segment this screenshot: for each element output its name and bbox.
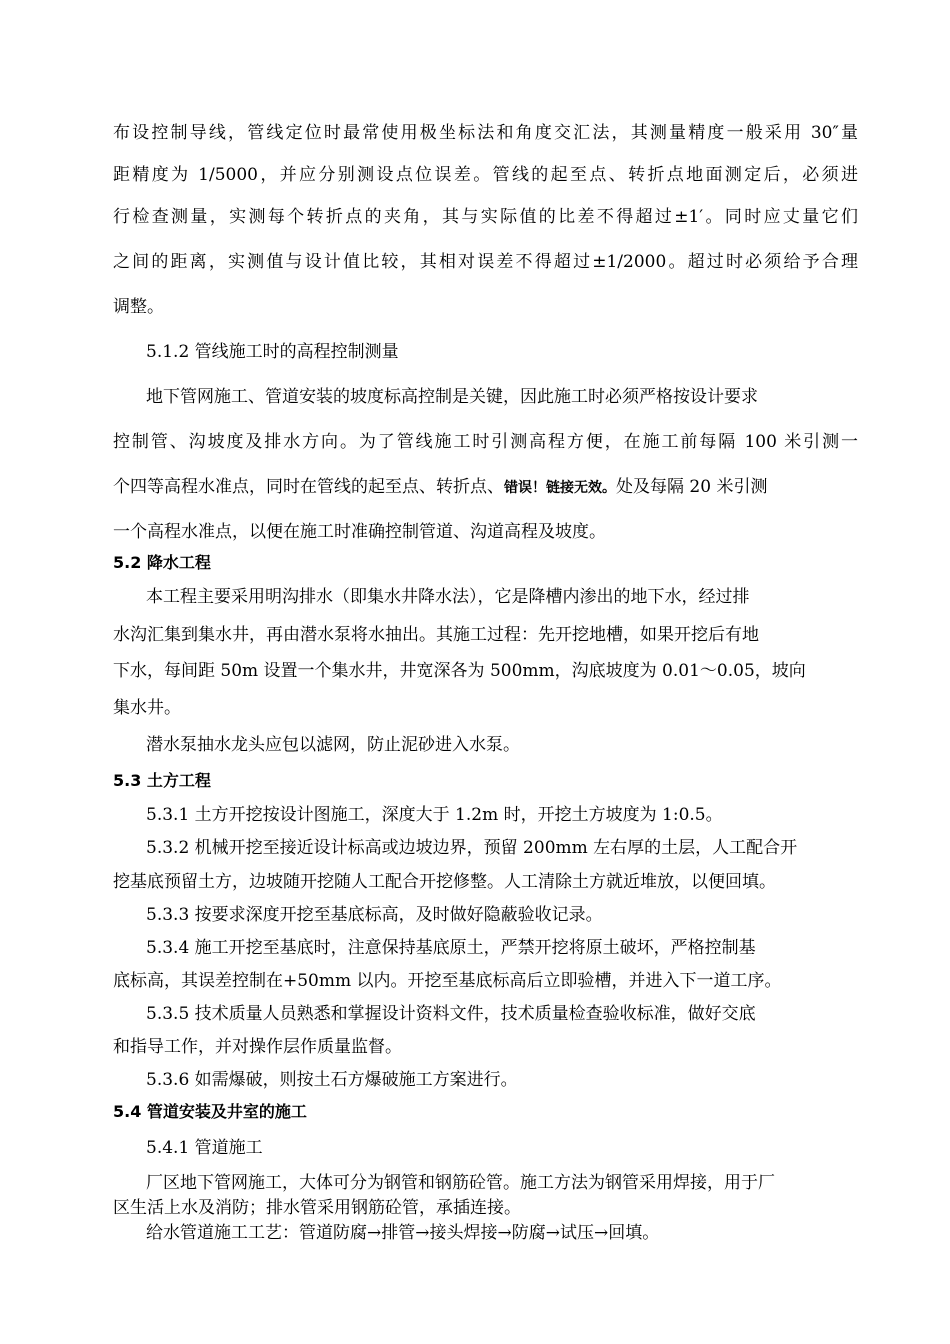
- paragraph-line: 控制管、沟坡度及排水方向。为了管线施工时引测高程方便，在施工前每隔 100 米引测一: [113, 432, 858, 452]
- paragraph-line: 水沟汇集到集水井，再由潜水泵将水抽出。其施工过程：先开挖地槽，如果开挖后有地: [113, 625, 759, 645]
- paragraph-line: 布设控制导线，管线定位时最常使用极坐标法和角度交汇法，其测量精度一般采用 30″量: [113, 123, 858, 143]
- line-text: 处及每隔 20 米引测: [616, 477, 768, 497]
- section-heading-5-4: 5.4 管道安装及井室的施工: [113, 1102, 307, 1121]
- section-heading-5-2: 5.2 降水工程: [113, 553, 211, 572]
- paragraph-line: 底标高，其误差控制在+50mm 以内。开挖至基底标高后立即验槽，并进入下一道工序。: [113, 971, 782, 991]
- paragraph-line: 距精度为 1/5000，并应分别测设点位误差。管线的起至点、转折点地面测定后，必须进: [113, 165, 858, 185]
- line-text: 个四等高程水准点，同时在管线的起至点、转折点、: [113, 477, 504, 497]
- paragraph-line: 集水井。: [113, 698, 181, 718]
- subsection-heading-5-1-2: 5.1.2 管线施工时的高程控制测量: [146, 342, 399, 362]
- paragraph-line: 和指导工作，并对操作层作质量监督。: [113, 1037, 402, 1057]
- paragraph-line: 5.3.5 技术质量人员熟悉和掌握设计资料文件，技术质量检查验收标准，做好交底: [146, 1004, 756, 1024]
- paragraph-line: 下水，每间距 50m 设置一个集水井，井宽深各为 500mm，沟底坡度为 0.01～0.05，坡向: [113, 661, 806, 681]
- paragraph-line: 给水管道施工工艺：管道防腐→排管→接头焊接→防腐→试压→回填。: [146, 1223, 660, 1243]
- paragraph-line: 调整。: [113, 297, 164, 317]
- paragraph-line: 5.3.4 施工开挖至基底时，注意保持基底原土，严禁开挖将原土破坏，严格控制基: [146, 938, 756, 958]
- paragraph-line: 本工程主要采用明沟排水（即集水井降水法），它是降槽内渗出的地下水，经过排: [146, 587, 750, 607]
- paragraph-line: 地下管网施工、管道安装的坡度标高控制是关键，因此施工时必须严格按设计要求: [146, 387, 758, 407]
- paragraph-line: 行检查测量，实测每个转折点的夹角，其与实际值的比差不得超过±1′。同时应丈量它们: [113, 207, 858, 227]
- subsection-heading-5-4-1: 5.4.1 管道施工: [146, 1138, 263, 1158]
- paragraph-line: 5.3.3 按要求深度开挖至基底标高，及时做好隐蔽验收记录。: [146, 905, 603, 925]
- paragraph-line: 之间的距离，实测值与设计值比较，其相对误差不得超过±1/2000。超过时必须给予合理: [113, 252, 858, 272]
- paragraph-line: 一个高程水准点，以便在施工时准确控制管道、沟道高程及坡度。: [113, 522, 606, 542]
- paragraph-line: 5.3.1 土方开挖按设计图施工，深度大于 1.2m 时，开挖土方坡度为 1:0.5。: [146, 805, 723, 825]
- section-heading-5-3: 5.3 土方工程: [113, 771, 211, 790]
- paragraph-line-with-error: [113, 476, 767, 499]
- paragraph-line: 挖基底预留土方，边坡随开挖随人工配合开挖修整。人工清除土方就近堆放，以便回填。: [113, 872, 776, 892]
- broken-link-error: 错误！链接无效。: [504, 480, 616, 496]
- paragraph-line: 5.3.6 如需爆破，则按土石方爆破施工方案进行。: [146, 1070, 518, 1090]
- paragraph-line: 区生活上水及消防；排水管采用钢筋砼管，承插连接。: [113, 1198, 521, 1218]
- paragraph-line: 厂区地下管网施工，大体可分为钢管和钢筋砼管。施工方法为钢管采用焊接，用于厂: [146, 1173, 775, 1193]
- paragraph-line: 潜水泵抽水龙头应包以滤网，防止泥砂进入水泵。: [146, 735, 520, 755]
- paragraph-line: 5.3.2 机械开挖至接近设计标高或边坡边界，预留 200mm 左右厚的土层，人工配合开: [146, 838, 798, 858]
